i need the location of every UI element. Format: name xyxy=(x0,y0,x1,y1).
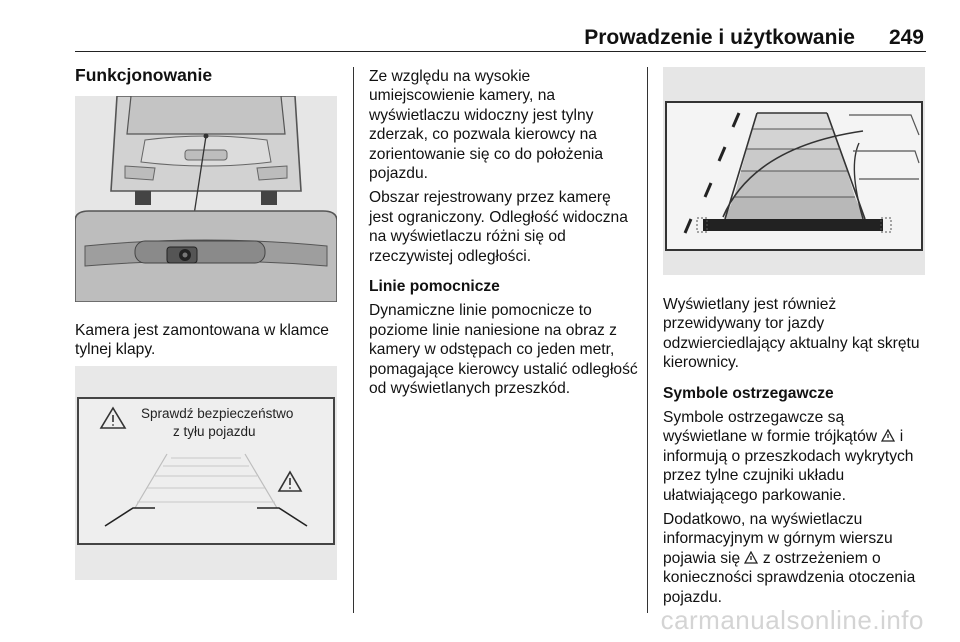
display-warning-figure xyxy=(75,366,337,580)
col3-para2-b: i informują o przeszkodach wykrytych przez tylne czujniki układu ułatwiającego parkowanie. xyxy=(663,428,914,504)
column-3 xyxy=(663,295,929,612)
rear-car-illustration xyxy=(75,96,337,302)
col3-para1: Wyświetlany jest również przewidywany tor jazdy odzwierciedlający aktualny kąt skrętu kierownicy. xyxy=(663,296,920,372)
rear-camera-figure xyxy=(75,96,337,302)
col2-subhead: Linie pomocnicze xyxy=(369,278,500,296)
section-title: Funkcjonowanie xyxy=(75,65,213,85)
camera-caption xyxy=(75,321,347,365)
header-divider xyxy=(75,51,926,52)
display-illustration xyxy=(75,366,337,580)
column-divider-1 xyxy=(353,67,354,613)
col2-para1: Ze względu na wysokie umiejscowienie kamery, na wyświetlaczu widoczny jest tylny zderzak, co pozwala kierowcy na zorientowanie się co do położenia pojazdu. xyxy=(369,68,604,183)
camera-icon xyxy=(167,247,197,263)
caption-text: Kamera jest zamontowana w klamce tylnej klapy. xyxy=(75,322,329,359)
page-header xyxy=(75,26,924,50)
warning-triangle-icon xyxy=(881,429,895,442)
column-2 xyxy=(369,67,639,404)
col3-para2-a: Symbole ostrzegawcze są wyświetlane w formie trójkątów xyxy=(663,409,882,446)
header-title: Prowadzenie i użytkowanie xyxy=(584,26,855,49)
col3-subhead: Symbole ostrzegawcze xyxy=(663,384,834,402)
col2-para3: Dynamiczne linie pomocnicze to poziome linie naniesione na obraz z kamery w odstępach co jeden metr, pomagające kierowcy ustalić odległość od wyświetlanych przeszkód. xyxy=(369,302,638,398)
col3-para3-a: Dodatkowo, na wyświetlaczu informacyjnym w górnym wierszu pojawia się xyxy=(663,511,893,567)
col3-para2 xyxy=(663,408,929,505)
col3-para3-b: z ostrzeżeniem o konieczności sprawdzenia otoczenia pojazdu. xyxy=(663,549,916,606)
column-1 xyxy=(75,66,345,85)
col2-para2: Obszar rejestrowany przez kamerę jest ograniczony. Odległość widoczna na wyświetlaczu różni się od rzeczywistej odległości. xyxy=(369,189,628,265)
display-message-line2: z tyłu pojazdu xyxy=(173,424,256,439)
guidelines-figure xyxy=(663,67,925,275)
guidelines-illustration xyxy=(663,67,925,275)
warning-triangle-icon xyxy=(744,551,758,564)
column-divider-2 xyxy=(647,67,648,613)
watermark: carmanualsonline.info xyxy=(660,605,924,635)
page-number: 249 xyxy=(888,26,924,49)
col3-para3 xyxy=(663,510,929,607)
display-message-line1: Sprawdź bezpieczeństwo xyxy=(141,406,294,421)
